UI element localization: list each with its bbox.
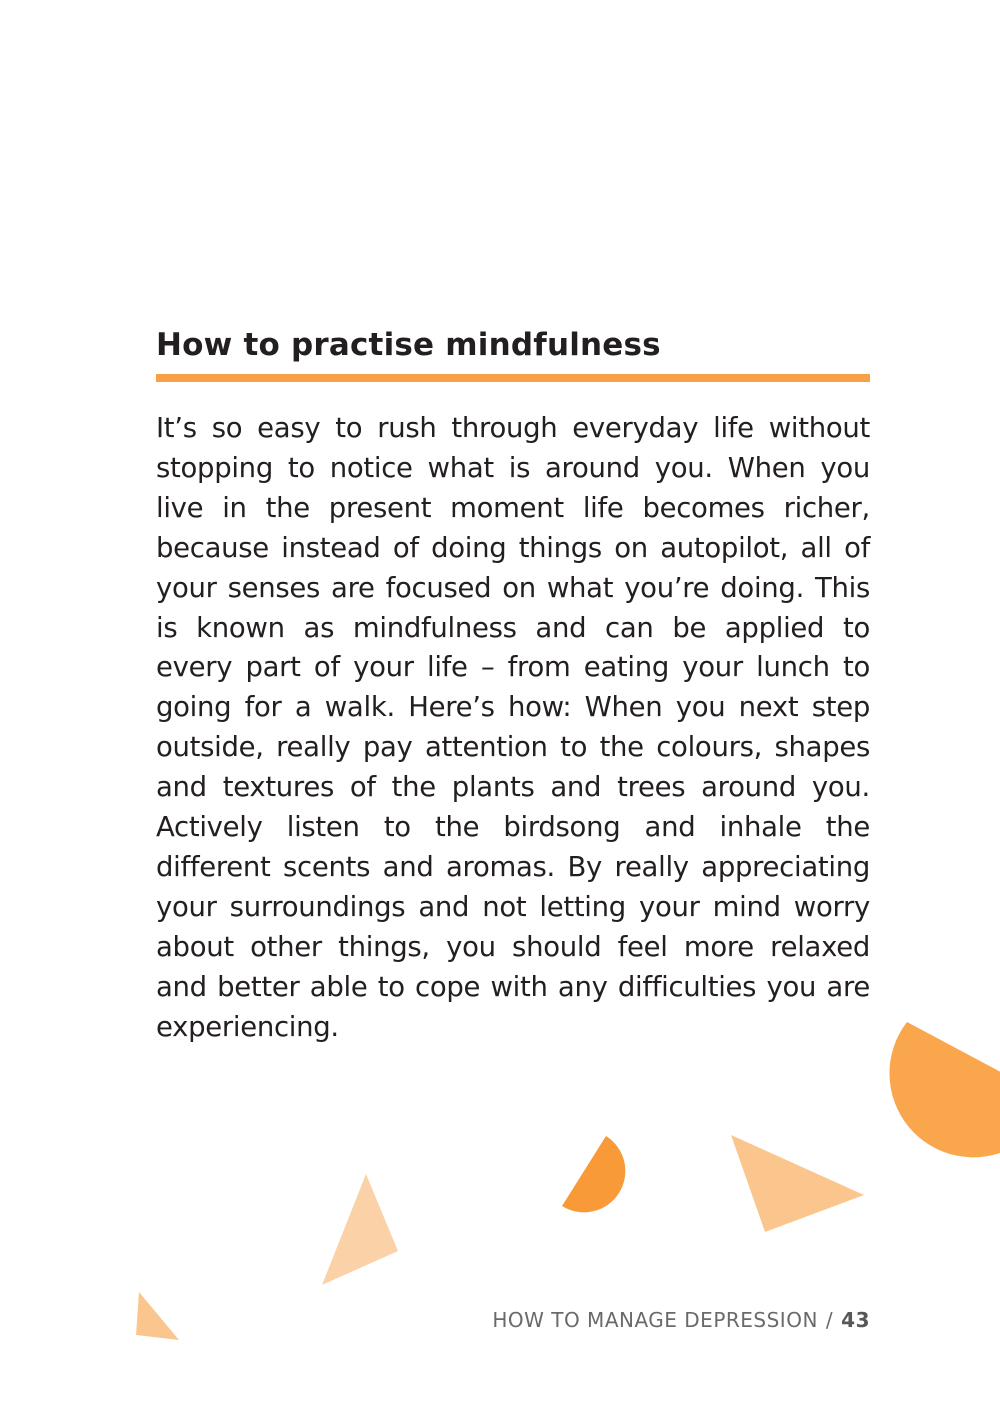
- footer-separator: /: [825, 1308, 834, 1332]
- heading-underline-rule: [156, 374, 870, 382]
- half-circle-shape-small: [562, 1136, 625, 1212]
- half-circle-shape-right: [889, 1022, 1000, 1157]
- triangle-shape-right: [731, 1135, 864, 1232]
- triangle-shape-middle: [322, 1174, 398, 1285]
- triangle-shape-small: [136, 1292, 179, 1340]
- page-footer: [492, 1308, 870, 1332]
- body-paragraph: It’s so easy to rush through everyday life without stopping to notice what is around you. When you live in the present moment life becomes richer, because instead of doing things on autopilot, all of your senses are focused on what you’re doing. This is known as mindfulness and can be applied to every part of your life – from eating your lunch to going for a walk. Here’s how: When you next step outside, really pay attention to the colours, shapes and textures of the plants and trees around you. Actively listen to the birdsong and inhale the different scents and aromas. By really appreciating your surroundings and not letting your mind worry about other things, you should feel more relaxed and better able to cope with any difficulties you are experiencing.: [156, 412, 870, 1043]
- section-heading: How to practise mindfulness: [156, 327, 661, 363]
- running-title: HOW TO MANAGE DEPRESSION: [492, 1308, 818, 1332]
- page-number: 43: [841, 1308, 870, 1332]
- content-block: [156, 322, 870, 1048]
